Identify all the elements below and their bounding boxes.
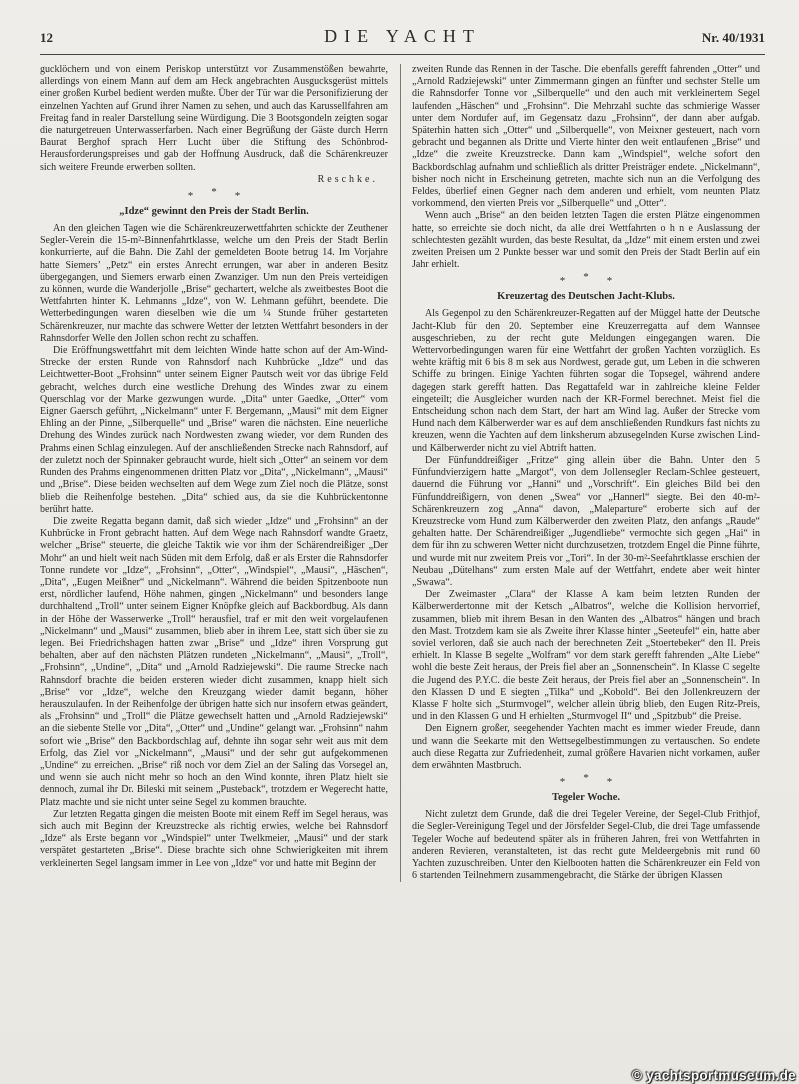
asterisk-icon: * bbox=[583, 271, 589, 284]
section-separator bbox=[412, 772, 760, 789]
column-divider bbox=[400, 64, 401, 882]
body-paragraph: Die zweite Regatta begann damit, daß sich wieder „Idze“ und „Frohsinn“ an der Kuhbrücke in Front gebracht hatten. Auf dem Wege nach Rahnsdorf wandte Graetz, welcher „Brise“ steuerte, die gleiche Taktik wie vor ihm der Schärendreißiger „Der Mohr“ an und hielt weit nach Süden mit dem Erfolg, daß er als Erster die Rahnsdorfer Tonne rundete vor „Idze“, „Frohsinn“, „Otter“, „Windspiel“, „Mausi“, „Häschen“, „Dita“, „Eugen Meißner“ und „Nickelmann“. Während die beiden Spitzenboote nun erst, nördlicher laufend, Höhe nahmen, gingen „Nickelmann“ und besonders lange durchhaltend „Troll“ unter seinem Eigner Knöpfke gleich auf Backbordbug. Als dann in der Höhe der Wasserwerke „Troll“ herausfiel, traf er mit den weit vorgelaufenen „Nickelmann“ und „Mausi“ zusammen, blieb aber in ihrem Lee, statt sich über sie zu legen. Bei Friedrichshagen hatten zwar „Brise“ und „Idze“ ihren Vorsprung gut behalten, aber auf den nächsten Plätzen rundeten „Nickelmann“, „Mausi“, „Troll“, „Frohsinn“, „Undine“, „Dita“ und „Arnold Radziejewski“. Die raume Strecke nach Rahnsdorf brachte die beiden ersteren wieder dicht zusammen, knapp hielt sich „Brise“ vor „Idze“, welche den Kreuzgang wieder damit begann, höher herauszulaufen. In der Reihenfolge der übrigen hatte sich nur insofern etwas geändert, als „Frohsinn“ und „Troll“ die Plätze gewechselt hatten und „Arnold Radziejewski“ an die siebente Stelle vor „Dita“, „Otter“ und „Undine“ gelangt war. „Frohsinn“ nahm sofort wie „Brise“ den Backbordschlag auf, dehnte ihn sogar sehr weit aus mit dem Erfolg, das Ziel vor „Nickelmann“, „Mausi“ und der sehr gut aufgekommenen „Undine“ zu erreichen. „Brise“ riß noch vor dem Ziel an der Saling das Vorsegel an, und wenn sie auch nicht mehr so hoch an den Wind konnte, ihren Platz hielt sie dennoch, zumal ihr Dr. Bileski mit seinem „Pusteback“, trotzdem er Wegerecht hatte, Platz machte und sie nicht unter seine Segel zu kommen brauchte. bbox=[40, 515, 388, 808]
masthead-title: DIE YACHT bbox=[324, 26, 481, 46]
article-heading-kreuzertag: Kreuzertag des Deutschen Jacht-Klubs. bbox=[497, 291, 675, 303]
article-heading-tegeler: Tegeler Woche. bbox=[551, 792, 621, 804]
asterisk-icon: * bbox=[234, 190, 241, 203]
body-paragraph: Nicht zuletzt dem Grunde, daß die drei Tegeler Vereine, der Segel-Club Frithjof, die Segler-Vereinigung Tegel und der Jörsfelder Segel-Club, die drei Tage umfassende Tegeler Woche auf bedeutend später als in früheren Jahren, frei von Wettfahrten in anderen Revieren, veranstalteten, ist das recht gute Meldeergebnis mit rund 60 Yachten zuzuschreiben. Unter den Kielbooten hatten die Schärenkreuzer ein Feld von 6 startenden Teilnehmern zusammengebracht, die Stärke der übrigen Klassen bbox=[412, 809, 760, 882]
asterisk-icon: * bbox=[606, 275, 613, 288]
body-paragraph: zweiten Runde das Rennen in der Tasche. Die ebenfalls gerefft fahrenden „Otter“ und „Arnold Radziejewski“ unter Zimmermann gingen an fünfter und sechster Stelle um die Rahnsdorfer Tonne vor „Silberquelle“ und den auch mit verkleinertem Segel laufenden „Häschen“ und „Frohsinn“. Die Mehrzahl suchte das schmierige Wasser unter dem Nordufer auf, im Gegensatz dazu „Frohsinn“, der dann aber aufgab. Späterhin hatten sich „Otter“ und „Silberquelle“, von Meixner gesteuert, nach vorn gebracht und begannen als Dritte und Vierte hinter den weit entlaufenen „Brise“ und „Idze“ die zweite Kreuzstrecke. Dann kam „Windspiel“, welche sofort den Backbordschlag aufnahm und schließlich als dritter Preisträger endete. „Nickelmann“, bisher noch nicht in Erscheinung getreten, machte sich nun an die Verfolgung des Feldes, überlief einen Gegner nach dem anderen und erhielt, vom neunten Platz vorkommend, den vierten Preis vor „Silberquelle“ und „Otter“. bbox=[412, 64, 760, 210]
body-paragraph: Der Fünfunddreißiger „Fritze“ ging allein über die Bahn. Unter den 5 Fünfundvierzigern hatte „Margot“, von dem Jollensegler Reclam-Schlee gesteuert, dauernd die Führung vor „Hanni“ und „Vorschrift“. Ein gleiches Bild bei den Fünfunddreißigern, von denen „Swea“ vor „Hannerl“ siegte. Bei den 40-m²-Schärenkreuzern zog „Anna“ davon, „Maleparture“ eroberte sich auf der Kreuzstrecke vom Hund zum Kälberwerder den zweiten Platz, den anfangs „Raude“ gehalten hatte. Der Schärendreißiger „Jugendliebe“ vermochte sich gegen „Hai“ in dem für ihn zu schweren Wetter nicht durchzusetzen, trotzdem Engel die Pinne führte, und wurde mit nur zweitem Preis vor „Tori“. In der 30-m²-Seefahrtklasse erschien der Neubau „Dütelhans“ zum ersten Male auf der Wettfahrt, endete aber weit hinter „Swawa“. bbox=[412, 454, 760, 588]
body-paragraph: gucklöchern und von einem Periskop unterstützt vor Zusammenstößen bewahrte, allerdings von einem Mann auf dem am Heck angebrachten Ausgucksgerüst mittels einer großen Kurbel bedient werden mußte. Über der Tür war die Personifizierung der einzelnen Yachten auf Grund ihrer Namen zu sehen, und auch das Karussellfahren am Freitag fand in realer Darstellung seine Würdigung. Die 3 Bootsgondeln zeigten sogar die naturgetreuen Unterwasserfarben. Nach einer Begrüßung der Gäste durch Herrn Baurat Berghof sprach Herr Lucht über die Stiftung des Schönbrod-Herausforderungspreises und gab der Hoffnung Ausdruck, daß die Schärenkreuzer sich weitere Freunde erwerben sollten. bbox=[40, 64, 388, 173]
watermark: © yachtsportmuseum.de bbox=[631, 1068, 796, 1083]
body-paragraph: An den gleichen Tagen wie die Schärenkreuzerwettfahrten schickte der Zeuthener Segler-Verein die 15-m²-Binnenfahrtklasse, welche um den Preis der Stadt Berlin konkurrierte, auf die Bahn. Die Zahl der gemeldeten Boote betrug 14. Im Vorjahre hatte Siemers’ „Petz“ ein erstes Anrecht errungen, war aber in anderen Besitz übergegangen, und Siemers erwarb einen Zwanziger. Um nun den Preis verteidigen zu können, wurde die Wanderjolle „Brise“ gechartert, welche als zweitbestes Boot die Wettfahrten hinter K. Lehmanns „Idze“, von W. Lehmann geführt, beendete. Die Wetterbedingungen waren dieselben wie die um ¼ Stunde früher gestarteten Schärenkreuzer, nur machte das schwere Wetter der letzten Wettfahrt besonders in der Rahnsdorfer Welle den Jollen schon recht zu schaffen. bbox=[40, 223, 388, 344]
page-header bbox=[40, 26, 765, 47]
body-paragraph: Den Eignern großer, seegehender Yachten macht es immer wieder Freude, dann und wann die Seekarte mit den Wettsegelbestimmungen zu vertauschen. So endete auch diese Regatta zur Zufriedenheit, zumal größere Havarien nicht vorkamen, außer dem erwähnten Mastbruch. bbox=[412, 723, 760, 771]
asterisk-icon: * bbox=[559, 275, 566, 288]
asterisk-icon: * bbox=[211, 186, 217, 199]
page-number: 12 bbox=[40, 30, 53, 45]
body-paragraph: Zur letzten Regatta gingen die meisten Boote mit einem Reff im Segel heraus, was sich auch mit Beginn der Kreuzstrecke als richtig erwies, welche bei Rahnsdorf „Idze“ als Erste begann vor „Windspiel“ unter Twelkmeier, „Mausi“ und der stark verspätet gestarteten „Brise“. Diese brachte sich ohne Schwierigkeiten mit ihrem verkleinerten Segel langsam immer in Lee von „Idze“ vor und hatte mit Beginn der bbox=[40, 808, 388, 869]
asterisk-icon: * bbox=[559, 776, 566, 789]
text-columns bbox=[40, 64, 765, 882]
header-rule bbox=[40, 54, 765, 55]
body-paragraph: Wenn auch „Brise“ an den beiden letzten Tagen die ersten Plätze eingenommen hatte, so erreichte sie doch nicht, da alle drei Wettfahrten o h n e Auslassung der schlechtesten gezählt wurden, das beste Resultat, da „Idze“ mit einem ersten und zwei zweiten Preisen um 2 Punkte besser war und somit den Preis der Stadt Berlin auf ein Jahr erhielt. bbox=[412, 210, 760, 271]
author-signature: Reschke. bbox=[317, 173, 378, 185]
right-column bbox=[412, 64, 760, 882]
asterisk-icon: * bbox=[187, 190, 194, 203]
section-separator bbox=[412, 271, 760, 288]
section-separator bbox=[40, 186, 388, 203]
article-heading-idze: „Idze“ gewinnt den Preis der Stadt Berlin. bbox=[119, 206, 309, 218]
left-column bbox=[40, 64, 388, 882]
asterisk-icon: * bbox=[606, 776, 613, 789]
issue-number: Nr. 40/1931 bbox=[701, 30, 765, 45]
body-paragraph: Der Zweimaster „Clara“ der Klasse A kam beim letzten Runden der Kälberwerdertonne mit der Ketsch „Albatros“, welche die Kollision hervorrief, zusammen, blieb mit ihrem Besan in den Wanten des „Albatros“ hängen und brach den Mast. Trotzdem kam sie als Zweite ihrer Klasse hinter „Seeteufel“ ein, hatte aber soviel verloren, daß sie auch nach der berechneten Zeit „Stoertebeker“ den II. Preis erhielt. In Klasse B segelte „Wolfram“ vor dem stark gerefft fahrenden „Alte Liebe“ wohl die beste Zeit heraus, der Preis fiel aber an „Sonnenschein“. In Klasse C segelte die Jugend des P.Y.C. die beste Zeit heraus, der Preis fiel aber an „Sonnenschein“. In den Klassen D und E siegten „Tilka“ und „Kobold“. Bei den Jollenkreuzern der Klasse F holte sich „Sturmvogel“, welcher allein übrig blieb, den Eugen Ritz-Preis, und in den Klassen G und H erhielten „Sturmvogel II“ und „Spitzbub“ die Preise. bbox=[412, 589, 760, 723]
body-paragraph: Als Gegenpol zu den Schärenkreuzer-Regatten auf der Müggel hatte der Deutsche Jacht-Klub für den 20. September eine Kreuzerregatta auf dem Wannsee ausgeschrieben, zu der recht gute Meldungen eingegangen waren. Die Wettervorbedingungen waren für eine Wettfahrt der großen Yachten vorzüglich. Es wehte kräftig mit 6 bis 8 m sek aus Nordwest, gerade gut, um Leben in die schweren Schiffe zu bringen. Einige Yachten führten sogar die Topsegel, während andere dagegen stark gerefft hatten. Das Regattafeld war in zahlreiche kleine Felder eingeteilt; die Ausgleicher wurden nach der KR-Formel berechnet. Meist fiel die Entscheidung schon nach dem Start, der hart am Wind lag. Außer der Strecke vom Hund nach dem Kälberwerder war es auf dem anschließenden Rundkurs fast nichts zu kreuzen, wenn die Yachten auf dem linksherum abzusegelnden Kurse zwischen Lind- und Kälberwerder nicht zu viel Abtrift hatten. bbox=[412, 308, 760, 454]
body-paragraph: Die Eröffnungswettfahrt mit dem leichten Winde hatte schon auf der Am-Wind-Strecke der ersten Runde von Rahnsdorf nach Kuhbrücke „Idze“ und das Leichtwetter-Boot „Frohsinn“ unter seinem Eigner Pautsch weit vor das übrige Feld gebracht, welches durch eine westliche Drehung des Windes zwar zu einem Querschlag vor der Marke gezwungen wurde. „Dita“ unter Gaedke, „Otter“ vom Eigner Gaersch geführt, „Nickelmann“ unter F. Bergemann, „Mausi“ mit dem Eigner Ehling an der Pinne, „Silberquelle“ und „Brise“ waren die nächsten. Eine neuerliche Drehung des Windes zurück nach Nordwesten zwang wieder, vor dem Runden des Prahms einen Schlag einzulegen. Auf der anschließenden Strecke nach Rahnsdorf, auf der zuletzt noch der Spinnaker gebraucht wurde, hielt sich „Otter“ an seinem vor dem Runden des Prahms eingenommenen dritten Platz vor „Dita“, „Nickelmann“, „Mausi“ und „Brise“. Diese beiden wechselten auf dem Wege zum Ziel noch die Plätze, sonst blieb die Reihenfolge bestehen. „Dita“ schied aus, da sie die Kuhbrückentonne berührt hatte. bbox=[40, 345, 388, 515]
asterisk-icon: * bbox=[583, 772, 589, 785]
